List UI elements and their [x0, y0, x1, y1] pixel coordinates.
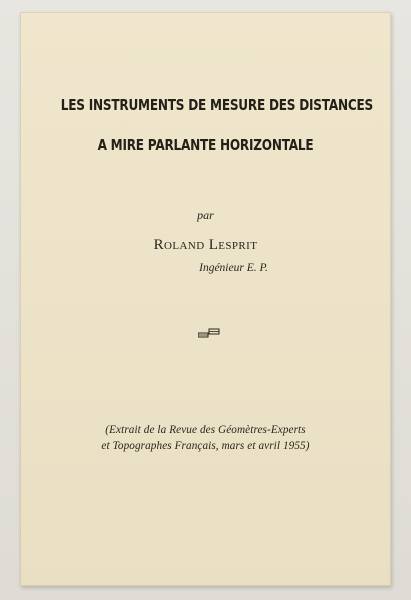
author-title: Ingénieur E. P.: [199, 262, 268, 274]
author-name: Roland Lesprit: [153, 237, 258, 253]
extract-note-line-1: (Extrait de la Revue des Géomètres-Experts: [105, 424, 306, 436]
title-line-1: LES INSTRUMENTS DE MESURE DES DISTANCES: [60, 96, 374, 114]
by-label: par: [197, 208, 214, 222]
printer-ornament-icon: [198, 327, 222, 339]
extract-note-line-2: et Topographes Français, mars et avril 1955): [101, 440, 310, 452]
booklet-cover: [20, 12, 391, 586]
title-line-2: A MIRE PARLANTE HORIZONTALE: [97, 136, 314, 154]
